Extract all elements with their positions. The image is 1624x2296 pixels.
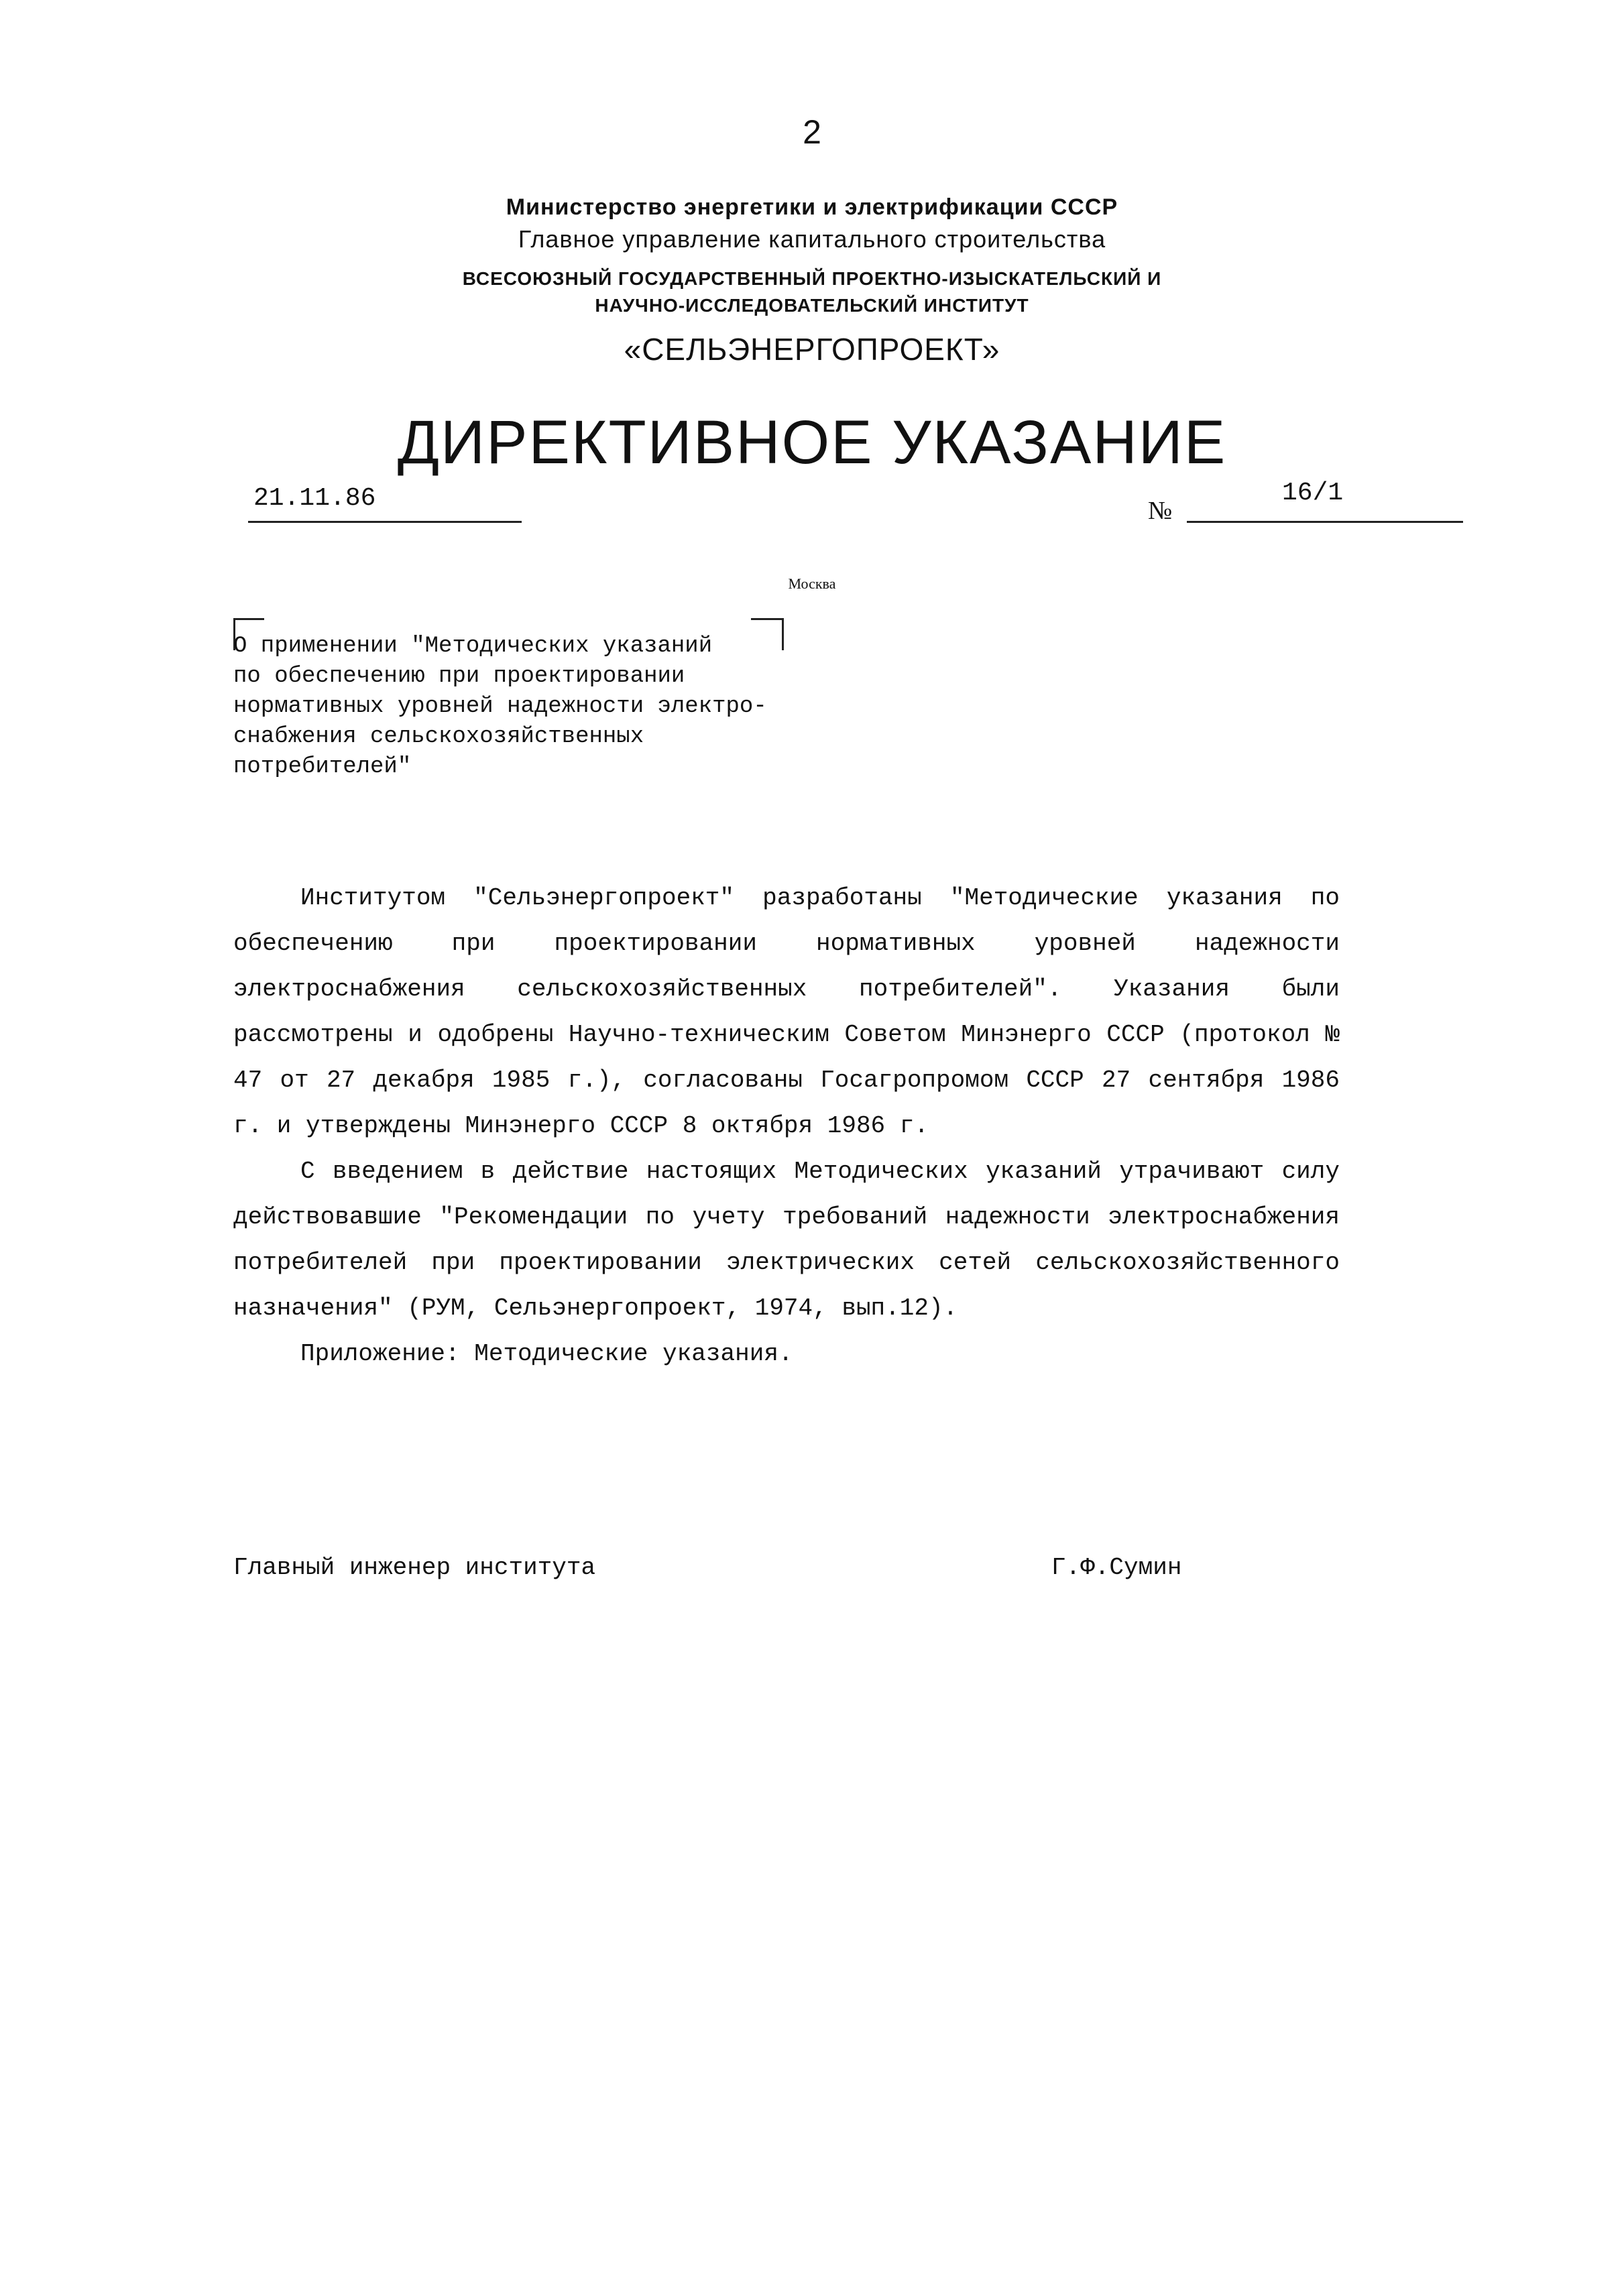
city: Москва: [788, 575, 836, 592]
document-title: ДИРЕКТИВНОЕ УКАЗАНИЕ: [397, 408, 1227, 477]
subject-corner-top-left-h: [233, 618, 264, 620]
number-sign: №: [1148, 497, 1173, 525]
subject-line: снабжения сельскохозяйственных: [233, 724, 644, 749]
attachment-line: Приложение: Методические указания.: [300, 1340, 793, 1368]
directorate-name: Главное управление капитального строительства: [518, 225, 1106, 253]
institute-full-name-line2: НАУЧНО-ИССЛЕДОВАТЕЛЬСКИЙ ИНСТИТУТ: [595, 295, 1029, 316]
subject-line: потребителей": [233, 754, 412, 780]
subject-line: по обеспечению при проектировании: [233, 664, 685, 689]
document-date: 21.11.86: [253, 484, 376, 513]
institute-full-name-line1: ВСЕСОЮЗНЫЙ ГОСУДАРСТВЕННЫЙ ПРОЕКТНО-ИЗЫСКАТЕЛЬСКИЙ И: [462, 268, 1162, 289]
ministry-name: Министерство энергетики и электрификации СССР: [506, 194, 1118, 220]
signature-title: Главный инженер института: [233, 1554, 596, 1581]
number-underline: [1187, 521, 1463, 523]
body-text: [233, 875, 1340, 1377]
subject-corner-top-right-h: [751, 618, 782, 620]
page-number: 2: [803, 113, 821, 151]
date-underline: [248, 521, 522, 523]
subject-line: О применении "Методических указаний: [233, 633, 713, 659]
body-paragraph-1: Институтом "Сельэнергопроект" разработаны "Методические указания по обеспечению при проектировании нормативных уровней надежности электроснабжения сельскохозяйственных потребителей". Указания были рассмотрены и одобрены Научно-техническим Советом Минэнерго СССР (протокол № 47 от 27 декабря 1985 г.), согласованы Госагропромом СССР 27 сентября 1986 г. и утверждены Минэнерго СССР 8 октября 1986 г.: [233, 884, 1340, 1140]
subject-block: [233, 631, 837, 782]
signature-name: Г.Ф.Сумин: [1051, 1554, 1182, 1581]
body-paragraph-2: С введением в действие настоящих Методических указаний утрачивают силу действовавшие "Рекомендации по учету требований надежности электроснабжения потребителей при проектировании электрических сетей сельскохозяйственного назначения" (РУМ, Сельэнергопроект, 1974, вып.12).: [233, 1158, 1340, 1322]
institute-short-name: «СЕЛЬЭНЕРГОПРОЕКТ»: [624, 332, 1000, 367]
document-number: 16/1: [1282, 479, 1344, 507]
subject-line: нормативных уровней надежности электро-: [233, 694, 767, 719]
